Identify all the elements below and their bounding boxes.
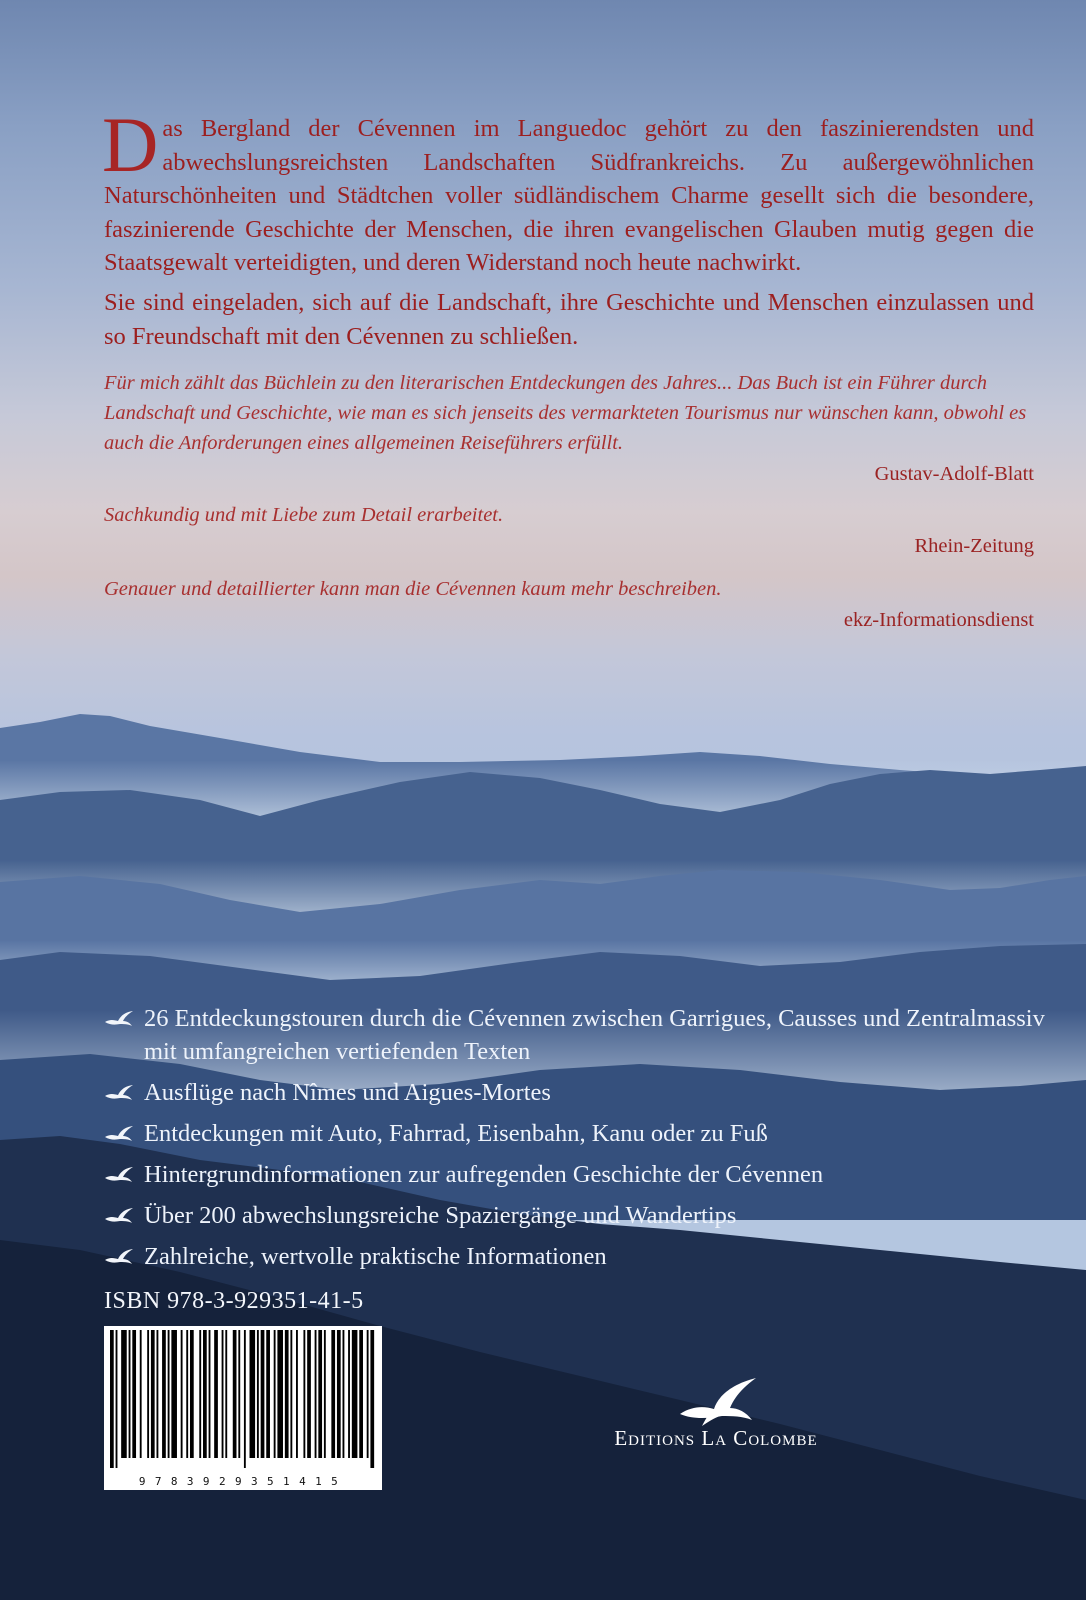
barcode-bar xyxy=(244,1330,246,1468)
barcode-bar xyxy=(157,1330,159,1458)
feature-text: Hintergrundinformationen zur aufregenden Geschichte der Cévennen xyxy=(144,1161,824,1188)
barcode-bar xyxy=(290,1330,292,1458)
feature-text: Ausflüge nach Nîmes und Aigues-Mortes xyxy=(144,1079,551,1106)
dove-bullet-icon xyxy=(104,1084,134,1102)
barcode-bars xyxy=(110,1330,376,1468)
barcode-bar xyxy=(324,1330,326,1458)
barcode-bar xyxy=(209,1330,211,1458)
barcode-bar xyxy=(233,1330,237,1458)
barcode-bar xyxy=(261,1330,265,1458)
barcode-bar xyxy=(303,1330,305,1458)
barcode-bar xyxy=(277,1330,283,1458)
review-source-2: Rhein-Zeitung xyxy=(914,535,1034,557)
barcode xyxy=(104,1326,382,1490)
review-quote-2: Sachkundig und mit Liebe zum Detail erarbeitet. xyxy=(104,504,504,526)
barcode-bar xyxy=(110,1330,114,1468)
feature-text: Über 200 abwechslungsreiche Spaziergänge und Wandertips xyxy=(144,1202,737,1229)
barcode-bar xyxy=(186,1330,188,1458)
barcode-bar xyxy=(168,1330,170,1458)
publisher-name: Editions La Colombe xyxy=(614,1426,818,1450)
barcode-bar xyxy=(199,1330,201,1458)
barcode-bar xyxy=(140,1330,142,1458)
intro-text: as Bergland der Cévennen im Languedoc gehört zu den faszinierendsten und abwechslungsreichsten Landschaften Südfrankreichs. Zu außergewöhnlichen Naturschönheiten und Städtchen voller südländischem Charme gesellt sich die besondere, faszinierende Geschichte der Menschen, die ihren evangelischen Glauben mutig gegen die Staatsgewalt verteidigten, und deren Widerstand noch heute nachwirkt. xyxy=(104,115,1034,277)
feature-item xyxy=(104,1158,1054,1191)
barcode-bar xyxy=(162,1330,166,1458)
barcode-bar xyxy=(285,1330,289,1458)
barcode-bar xyxy=(370,1330,374,1468)
barcode-digits: 9783929351415 xyxy=(138,1475,348,1488)
barcode-bar xyxy=(147,1330,149,1458)
barcode-bar xyxy=(257,1330,259,1458)
dove-bullet-icon xyxy=(104,1207,134,1225)
dove-bullet-icon xyxy=(104,1166,134,1184)
barcode-bar xyxy=(214,1330,218,1458)
barcode-bar xyxy=(318,1330,322,1458)
barcode-bar xyxy=(190,1330,194,1458)
barcode-bar xyxy=(116,1330,118,1468)
barcode-bar xyxy=(274,1330,276,1458)
barcode-bar xyxy=(348,1330,350,1458)
feature-text: 26 Entdeckungstouren durch die Cévennen zwischen Garrigues, Causses und Zentralmassiv mit umfangreichen vertiefenden Texten xyxy=(144,1005,1045,1065)
isbn-label: ISBN 978-3-929351-41-5 xyxy=(104,1288,364,1314)
dove-bullet-icon xyxy=(104,1125,134,1143)
feature-item xyxy=(104,1199,1054,1232)
invitation-paragraph: Sie sind eingeladen, sich auf die Landschaft, ihre Geschichte und Menschen einzulassen und so Freundschaft mit den Cévennen zu schließen. xyxy=(104,289,1034,350)
barcode-bar xyxy=(352,1330,358,1458)
review-quote-1: Für mich zählt das Büchlein zu den literarischen Entdeckungen des Jahres... Das Buch ist ein Führer durch Landschaft und Geschichte, wie man es sich jenseits des vermarkteten Tourismus nur wünschen kann, obwohl es auch die Anforderungen eines allgemeinen Reiseführers erfüllt. xyxy=(104,372,1027,454)
barcode-bar xyxy=(151,1330,155,1458)
barcode-bar xyxy=(331,1330,335,1458)
barcode-bar xyxy=(225,1330,227,1458)
feature-item xyxy=(104,1117,1054,1150)
dove-logo-icon xyxy=(676,1376,760,1428)
feature-list xyxy=(104,1002,1054,1281)
dove-bullet-icon xyxy=(104,1010,134,1028)
barcode-bar xyxy=(203,1330,207,1458)
feature-item xyxy=(104,1076,1054,1109)
barcode-bar xyxy=(132,1330,136,1458)
barcode-bar xyxy=(367,1330,369,1458)
drop-cap: D xyxy=(102,101,159,188)
barcode-bar xyxy=(121,1330,127,1458)
barcode-bar xyxy=(238,1330,240,1458)
feature-text: Entdeckungen mit Auto, Fahrrad, Eisenbahn, Kanu oder zu Fuß xyxy=(144,1120,768,1147)
barcode-bar xyxy=(250,1330,256,1458)
dove-bullet-icon xyxy=(104,1248,134,1266)
barcode-bar xyxy=(181,1330,183,1458)
barcode-bar xyxy=(337,1330,341,1458)
barcode-bar xyxy=(307,1330,311,1458)
barcode-bar xyxy=(343,1330,345,1458)
feature-item xyxy=(104,1240,1054,1273)
publisher-block xyxy=(566,1376,866,1476)
barcode-bar xyxy=(296,1330,298,1458)
review-source-3: ekz-Informationsdienst xyxy=(843,609,1034,631)
review-quote-3: Genauer und detaillierter kann man die Cévennen kaum mehr beschreiben. xyxy=(104,578,722,600)
barcode-bar xyxy=(359,1330,363,1458)
barcode-bar xyxy=(222,1330,224,1458)
intro-paragraph xyxy=(102,101,1034,280)
feature-item xyxy=(104,1002,1054,1068)
review-source-1: Gustav-Adolf-Blatt xyxy=(874,463,1034,485)
barcode-bar xyxy=(266,1330,270,1458)
feature-text: Zahlreiche, wertvolle praktische Informationen xyxy=(144,1243,607,1270)
barcode-bar xyxy=(171,1330,177,1458)
barcode-bar xyxy=(129,1330,131,1458)
barcode-bar xyxy=(315,1330,317,1458)
